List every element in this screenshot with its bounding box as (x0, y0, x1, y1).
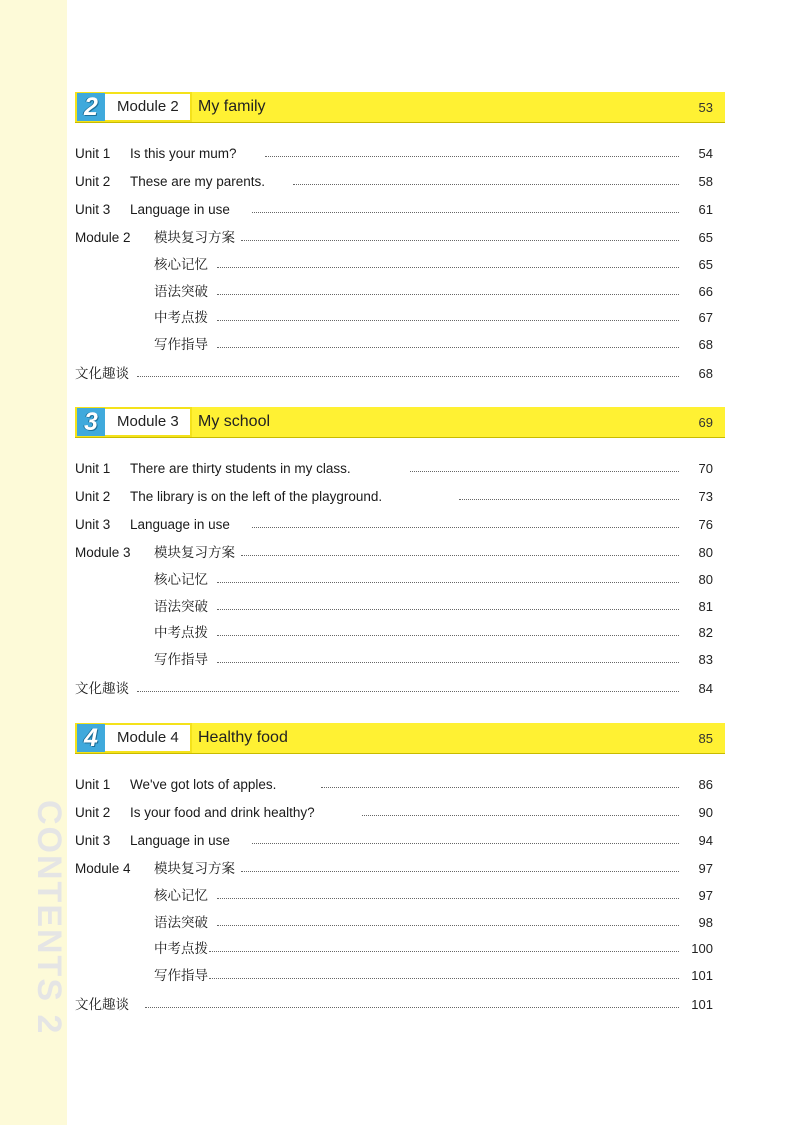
page-number: 80 (698, 545, 713, 560)
page-number: 84 (698, 681, 713, 696)
module-page-number: 69 (698, 415, 713, 430)
unit-title: The library is on the left of the playground. (130, 489, 383, 504)
unit-label: Unit 3 (75, 517, 111, 532)
toc-unit-row[interactable] (75, 172, 713, 192)
toc-review-row[interactable] (75, 228, 713, 248)
toc-unit-row[interactable] (75, 515, 713, 535)
page-number: 101 (691, 968, 713, 983)
page-number: 80 (698, 572, 713, 587)
dot-leader (217, 635, 679, 636)
module-number-badge: 3 (77, 408, 105, 436)
culture-title: 文化趣谈 (75, 366, 129, 381)
page-number: 68 (698, 337, 713, 352)
subitem-title: 语法突破 (154, 284, 208, 299)
page-number: 67 (698, 310, 713, 325)
module-label: Module 4 (117, 729, 179, 746)
dot-leader (217, 294, 679, 295)
toc-culture-row[interactable] (75, 995, 713, 1015)
page-number: 65 (698, 230, 713, 245)
dot-leader (209, 951, 679, 952)
review-title: 模块复习方案 (154, 545, 235, 560)
toc-unit-row[interactable] (75, 803, 713, 823)
dot-leader (293, 184, 679, 185)
dot-leader (137, 376, 679, 377)
toc-subitem-row[interactable] (75, 939, 713, 959)
page-number: 58 (698, 174, 713, 189)
unit-label: Unit 2 (75, 489, 111, 504)
module-page-number: 53 (698, 100, 713, 115)
toc-subitem-row[interactable] (75, 966, 713, 986)
module-number-badge: 2 (77, 93, 105, 121)
toc-unit-row[interactable] (75, 487, 713, 507)
page-number: 83 (698, 652, 713, 667)
unit-title: Language in use (130, 833, 230, 848)
toc-unit-row[interactable] (75, 459, 713, 479)
toc-subitem-row[interactable] (75, 570, 713, 590)
toc-subitem-row[interactable] (75, 335, 713, 355)
module-label: Module 3 (117, 413, 179, 430)
toc-unit-row[interactable] (75, 200, 713, 220)
toc-subitem-row[interactable] (75, 597, 713, 617)
dot-leader (252, 843, 679, 844)
review-label: Module 2 (75, 230, 131, 245)
dot-leader (217, 609, 679, 610)
toc-subitem-row[interactable] (75, 308, 713, 328)
dot-leader (362, 815, 679, 816)
module-header[interactable] (75, 723, 725, 753)
module-title: My family (198, 98, 266, 115)
unit-label: Unit 2 (75, 174, 111, 189)
dot-leader (137, 691, 679, 692)
module-header[interactable] (75, 407, 725, 437)
review-title: 模块复习方案 (154, 861, 235, 876)
subitem-title: 写作指导 (154, 337, 208, 352)
toc-subitem-row[interactable] (75, 282, 713, 302)
unit-title: Language in use (130, 517, 230, 532)
review-label: Module 4 (75, 861, 131, 876)
dot-leader (217, 267, 679, 268)
toc-subitem-row[interactable] (75, 255, 713, 275)
culture-title: 文化趣谈 (75, 997, 129, 1012)
unit-title: We've got lots of apples. (130, 777, 277, 792)
page-number: 61 (698, 202, 713, 217)
subitem-title: 核心记忆 (154, 257, 208, 272)
subitem-title: 中考点拨 (154, 310, 208, 325)
dot-leader (217, 347, 679, 348)
subitem-title: 核心记忆 (154, 572, 208, 587)
module-section (75, 723, 725, 1012)
module-number-badge: 4 (77, 724, 105, 752)
page-number: 94 (698, 833, 713, 848)
subitem-title: 核心记忆 (154, 888, 208, 903)
dot-leader (217, 898, 679, 899)
dot-leader (217, 925, 679, 926)
culture-title: 文化趣谈 (75, 681, 129, 696)
toc-culture-row[interactable] (75, 679, 713, 699)
page-number: 90 (698, 805, 713, 820)
page-number: 97 (698, 861, 713, 876)
unit-title: Language in use (130, 202, 230, 217)
dot-leader (241, 555, 679, 556)
dot-leader (241, 240, 679, 241)
subitem-title: 写作指导 (154, 652, 208, 667)
toc-review-row[interactable] (75, 543, 713, 563)
page-number: 97 (698, 888, 713, 903)
dot-leader (217, 662, 679, 663)
subitem-title: 中考点拨 (154, 625, 208, 640)
dot-leader (217, 582, 679, 583)
module-label: Module 2 (117, 98, 179, 115)
module-title: My school (198, 413, 271, 430)
dot-leader (252, 212, 679, 213)
page-number: 81 (698, 599, 713, 614)
review-label: Module 3 (75, 545, 131, 560)
page-number: 70 (698, 461, 713, 476)
unit-label: Unit 3 (75, 833, 111, 848)
toc-subitem-row[interactable] (75, 886, 713, 906)
unit-label: Unit 1 (75, 461, 111, 476)
module-section (75, 92, 725, 381)
toc-review-row[interactable] (75, 859, 713, 879)
toc-unit-row[interactable] (75, 831, 713, 851)
module-section (75, 407, 725, 696)
toc-unit-row[interactable] (75, 144, 713, 164)
subitem-title: 写作指导 (154, 968, 208, 983)
dot-leader (241, 871, 679, 872)
subitem-title: 语法突破 (154, 915, 208, 930)
dot-leader (217, 320, 679, 321)
unit-label: Unit 3 (75, 202, 111, 217)
unit-label: Unit 1 (75, 146, 111, 161)
subitem-title: 中考点拨 (154, 941, 208, 956)
toc-culture-row[interactable] (75, 364, 713, 384)
subitem-title: 语法突破 (154, 599, 208, 614)
unit-label: Unit 1 (75, 777, 111, 792)
dot-leader (321, 787, 679, 788)
page-number: 68 (698, 366, 713, 381)
page-number: 100 (691, 941, 713, 956)
unit-title: Is your food and drink healthy? (130, 805, 315, 820)
toc-subitem-row[interactable] (75, 623, 713, 643)
module-title: Healthy food (198, 729, 288, 746)
page-number: 66 (698, 284, 713, 299)
page-number: 54 (698, 146, 713, 161)
page-number: 101 (691, 997, 713, 1012)
page-number: 98 (698, 915, 713, 930)
dot-leader (209, 978, 679, 979)
contents-side-label: CONTENTS 2 (30, 800, 68, 1036)
unit-label: Unit 2 (75, 805, 111, 820)
page-number: 86 (698, 777, 713, 792)
page-number: 76 (698, 517, 713, 532)
module-header[interactable] (75, 92, 725, 122)
review-title: 模块复习方案 (154, 230, 235, 245)
dot-leader (410, 471, 679, 472)
unit-title: These are my parents. (130, 174, 266, 189)
unit-title: There are thirty students in my class. (130, 461, 351, 476)
dot-leader (252, 527, 679, 528)
page-number: 73 (698, 489, 713, 504)
page-number: 65 (698, 257, 713, 272)
page-number: 82 (698, 625, 713, 640)
toc-subitem-row[interactable] (75, 650, 713, 670)
dot-leader (265, 156, 679, 157)
toc-subitem-row[interactable] (75, 913, 713, 933)
dot-leader (145, 1007, 679, 1008)
module-page-number: 85 (698, 731, 713, 746)
toc-unit-row[interactable] (75, 775, 713, 795)
unit-title: Is this your mum? (130, 146, 237, 161)
dot-leader (459, 499, 679, 500)
